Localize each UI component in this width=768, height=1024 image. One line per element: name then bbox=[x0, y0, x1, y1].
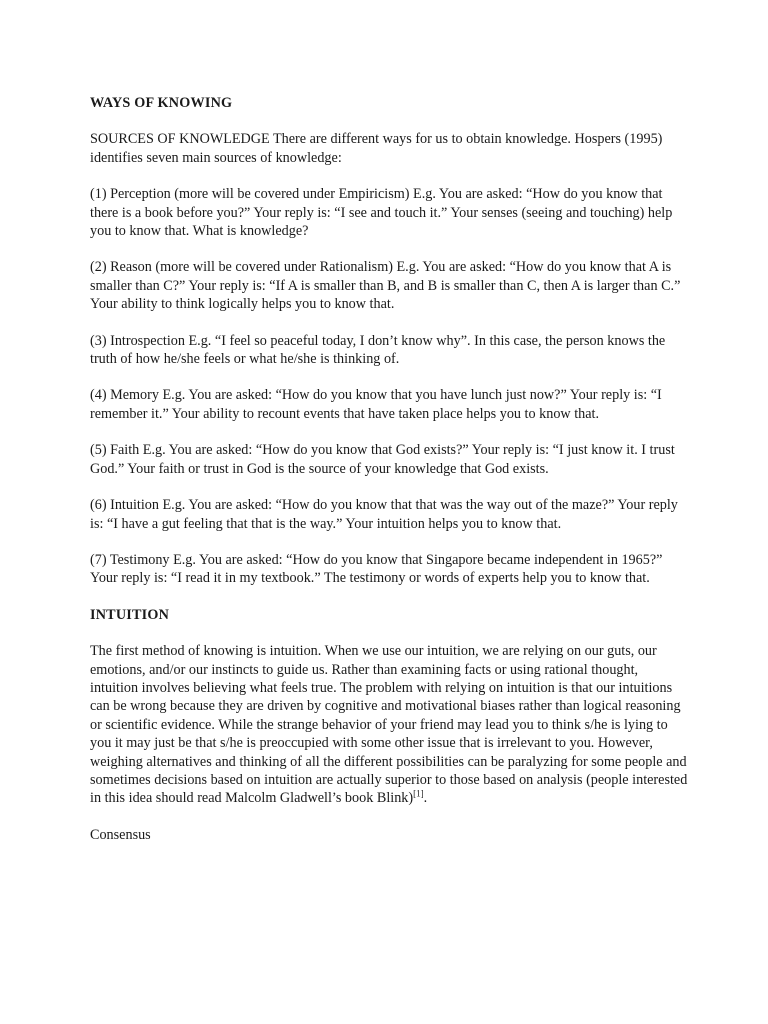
source-reason: (2) Reason (more will be covered under Rationalism) E.g. You are asked: “How do you know that A is smaller than C?” Your reply is: “If A is smaller than B, and B is smaller than C, then A is larger than C.” Your ability to think logically helps you to know that. bbox=[90, 259, 681, 313]
intuition-body: The first method of knowing is intuition. When we use our intuition, we are relying on our guts, our emotions, and/or our instincts to guide us. Rather than examining facts or using rational thought, intuition involves believing what feels true. The problem with relying on intuition is that our intuitions can be wrong because they are driven by cognitive and motivational biases rather than logical reasoning or scientific evidence. While the strange behavior of your friend may lead you to think s/he is lying to you it may just be that s/he is preoccupied with some other issue that is irrelevant to you. However, weighing alternatives and thinking of all the different possibilities can be paralyzing for some people and sometimes decisions based on intuition are actually superior to those based on analysis (people interested in this idea should read Malcolm Gladwell’s book Blink) bbox=[90, 643, 688, 807]
source-introspection: (3) Introspection E.g. “I feel so peaceful today, I don’t know why”. In this case, the person knows the truth of how he/she feels or what he/she is thinking of. bbox=[90, 332, 666, 368]
source-testimony: (7) Testimony E.g. You are asked: “How do you know that Singapore became independent in 1965?” Your reply is: “I read it in my textbook.” The testimony or words of experts help you to know that. bbox=[90, 551, 663, 587]
source-faith: (5) Faith E.g. You are asked: “How do you know that God exists?” Your reply is: “I just know it. I trust God.” Your faith or trust in God is the source of your knowledge that God exists. bbox=[90, 442, 675, 477]
consensus-heading: Consensus bbox=[90, 826, 151, 843]
document-title: WAYS OF KNOWING bbox=[90, 95, 233, 111]
intuition-paragraph bbox=[90, 642, 688, 808]
footnote-marker[interactable]: [1] bbox=[413, 788, 424, 799]
source-perception: (1) Perception (more will be covered under Empiricism) E.g. You are asked: “How do you know that there is a book before you?” Your reply is: “I see and touch it.” Your senses (seeing and touching) help you to know that. What is knowledge? bbox=[90, 186, 673, 240]
intuition-end: . bbox=[423, 790, 428, 807]
intro-paragraph: SOURCES OF KNOWLEDGE There are different ways for us to obtain knowledge. Hospers (1995) identifies seven main sources of knowledge: bbox=[90, 131, 663, 166]
intuition-heading: INTUITION bbox=[90, 606, 170, 623]
source-intuition: (6) Intuition E.g. You are asked: “How do you know that that was the way out of the maze?” Your reply is: “I have a gut feeling that that is the way.” Your intuition helps you to know that. bbox=[90, 497, 678, 532]
source-memory: (4) Memory E.g. You are asked: “How do you know that you have lunch just now?” Your reply is: “I remember it.” Your ability to recount events that have taken place helps you to know that. bbox=[90, 387, 662, 422]
